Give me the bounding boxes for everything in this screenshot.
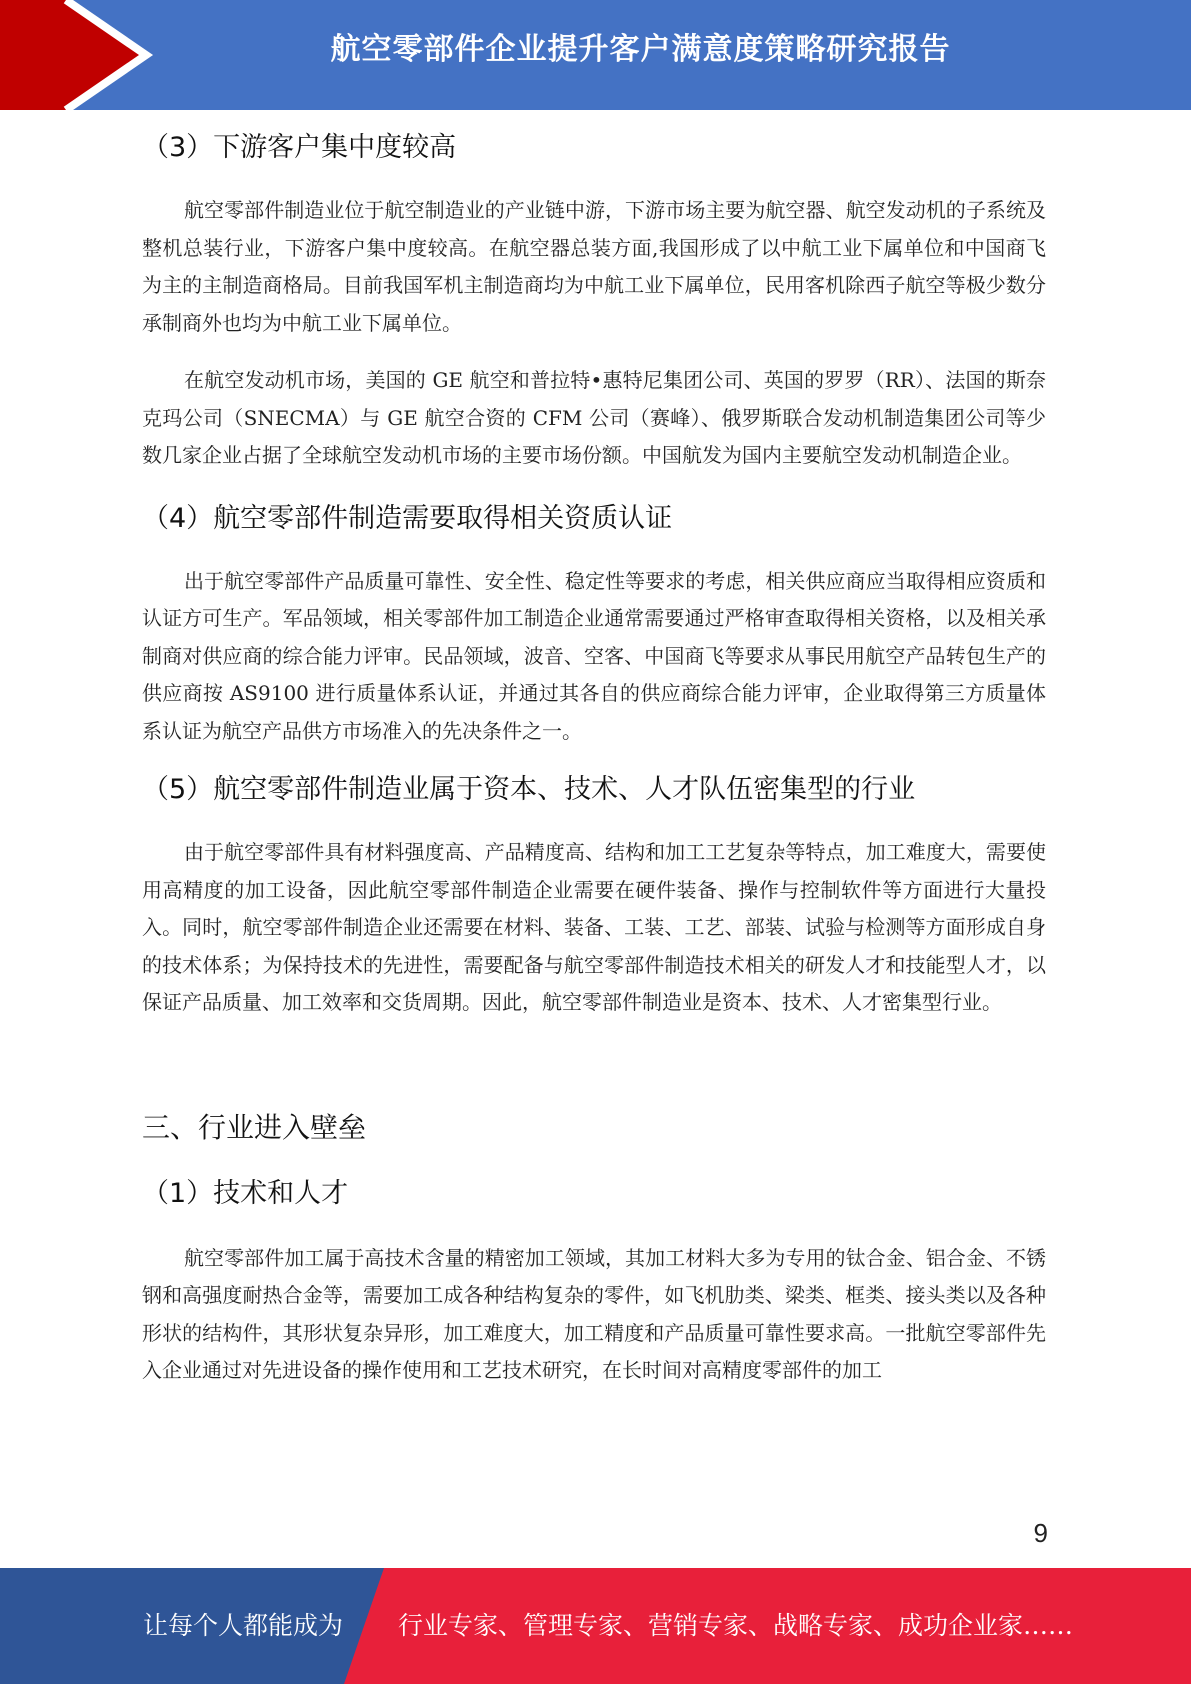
footer-slogan-left: 让每个人都能成为: [143, 1611, 344, 1640]
section-heading-3: （3）下游客户集中度较高: [142, 132, 457, 163]
chapter-heading: 三、行业进入壁垒: [142, 1110, 367, 1144]
paragraph: 航空零部件制造业位于航空制造业的产业链中游，下游市场主要为航空器、航空发动机的子系统及整机总装行业，下游客户集中度较高。在航空器总装方面,我国形成了以中航工业下属单位和中国商飞为主的主制造商格局。目前我国军机主制造商均为中航工业下属单位，民用客机除西子航空等极少数分承制商外也均为中航工业下属单位。: [142, 198, 1046, 335]
footer-banner: [0, 1568, 1191, 1684]
section-heading-4: （4）航空零部件制造需要取得相关资质认证: [142, 502, 673, 534]
header-banner: [0, 0, 1191, 110]
paragraph: 由于航空零部件具有材料强度高、产品精度高、结构和加工工艺复杂等特点，加工难度大，需要使用高精度的加工设备，因此航空零部件制造企业需要在硬件装备、操作与控制软件等方面进行大量投入。同时，航空零部件制造企业还需要在材料、装备、工装、工艺、部装、试验与检测等方面形成自身的技术体系；为保持技术的先进性，需要配备与航空零部件制造技术相关的研发人才和技能型人才，以保证产品质量、加工效率和交货周期。因此，航空零部件制造业是资本、技术、人才密集型行业。: [142, 840, 1046, 1014]
page-number: 9: [1033, 1518, 1048, 1548]
paragraph: 航空零部件加工属于高技术含量的精密加工领域，其加工材料大多为专用的钛合金、铝合金、不锈钢和高强度耐热合金等，需要加工成各种结构复杂的零件，如飞机肋类、梁类、框类、接头类以及各种形状的结构件，其形状复杂异形，加工难度大，加工精度和产品质量可靠性要求高。一批航空零部件先入企业通过对先进设备的操作使用和工艺技术研究，在长时间对高精度零部件的加工: [142, 1245, 1046, 1382]
paragraph: 在航空发动机市场，美国的 GE 航空和普拉特•惠特尼集团公司、英国的罗罗（RR）、法国的斯奈克玛公司（SNECMA）与 GE 航空合资的 CFM 公司（赛峰）、俄罗斯联合发动机制造集团公司等少数几家企业占据了全球航空发动机市场的主要市场份额。中国航发为国内主要航空发动机制造企业。: [142, 368, 1046, 467]
section-heading-1: （1）技术和人才: [142, 1177, 349, 1209]
footer-slogan-right: 行业专家、管理专家、营销专家、战略专家、成功企业家……: [398, 1611, 1074, 1640]
report-title: 航空零部件企业提升客户满意度策略研究报告: [330, 32, 951, 67]
section-heading-5: （5）航空零部件制造业属于资本、技术、人才队伍密集型的行业: [142, 774, 916, 805]
page-content: [142, 122, 1046, 1390]
paragraph: 出于航空零部件产品质量可靠性、安全性、稳定性等要求的考虑，相关供应商应当取得相应资质和认证方可生产。军品领域，相关零部件加工制造企业通常需要通过严格审查取得相关资格，以及相关承制商对供应商的综合能力评审。民品领域，波音、空客、中国商飞等要求从事民用航空产品转包生产的供应商按 AS9100 进行质量体系认证，并通过其各自的供应商综合能力评审，企业取得第三方质量体系认证为航空产品供方市场准入的先决条件之一。: [142, 568, 1046, 743]
chevron-arrow-icon: [0, 0, 160, 110]
